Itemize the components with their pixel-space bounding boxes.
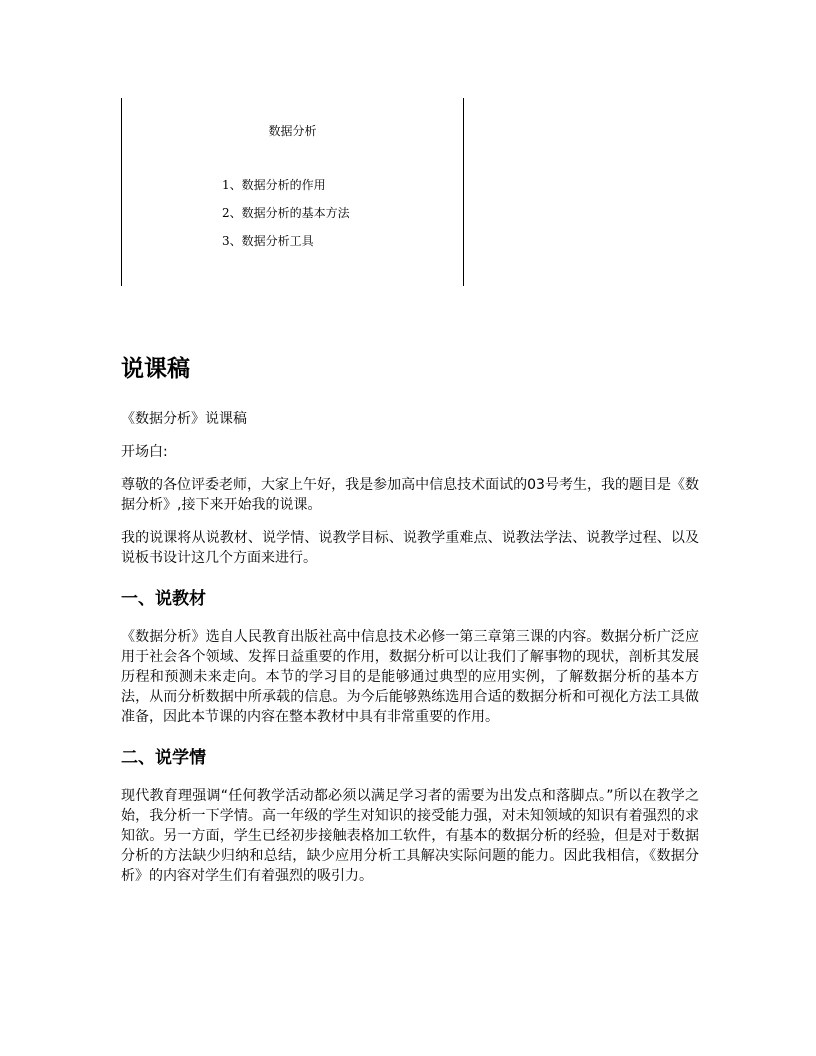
document-title: 说课稿 (121, 356, 190, 382)
greeting-paragraph: 尊敬的各位评委老师，大家上午好，我是参加高中信息技术面试的03号考生，我的题目是《数据分析》,接下来开始我的说课。 (121, 477, 699, 513)
section-body-textbook: 《数据分析》选自人民教育出版社高中信息技术必修一第三章第三课的内容。数据分析广泛应用于社会各个领域、发挥日益重要的作用，数据分析可以让我们了解事物的现状，剖析其发展历程和预测未来走向。本节的学习目的是能够通过典型的应用实例，了解数据分析的基本方法，从而分析数据中所承载的信息。为今后能够熟练选用合适的数据分析和可视化方法工具做准备，因此本节课的内容在整本教材中具有非常重要的作用。 (121, 629, 699, 725)
section-heading-textbook: 一、说教材 (121, 589, 206, 609)
opening-label: 开场白: (121, 444, 168, 460)
board-outline-item: 3、数据分析工具 (222, 234, 314, 248)
section-body-students: 现代教育理强调“任何教学活动都必须以满足学习者的需要为出发点和落脚点。”所以在教学之始，我分析一下学情。高一年级的学生对知识的接受能力强，对未知领域的知识有着强烈的求知欲。另一方面，学生已经初步接触表格加工软件，有基本的数据分析的经验，但是对于数据分析的方法缺少归纳和总结，缺少应用分析工具解决实际问题的能力。因此我相信，《数据分析》的内容对学生们有着强烈的吸引力。 (121, 788, 699, 884)
document-subtitle: 《数据分析》说课稿 (121, 411, 247, 427)
section-heading-students: 二、说学情 (121, 748, 206, 768)
board-title: 数据分析 (268, 124, 317, 138)
outline-paragraph: 我的说课将从说教材、说学情、说教学目标、说教学重难点、说教法学法、说教学过程、以及说板书设计这几个方面来进行。 (121, 530, 699, 566)
board-outline-list (222, 178, 350, 262)
blackboard-design-box (121, 98, 464, 286)
board-outline-item: 1、数据分析的作用 (222, 178, 326, 192)
board-outline-item: 2、数据分析的基本方法 (222, 206, 350, 220)
document-body (121, 352, 699, 899)
